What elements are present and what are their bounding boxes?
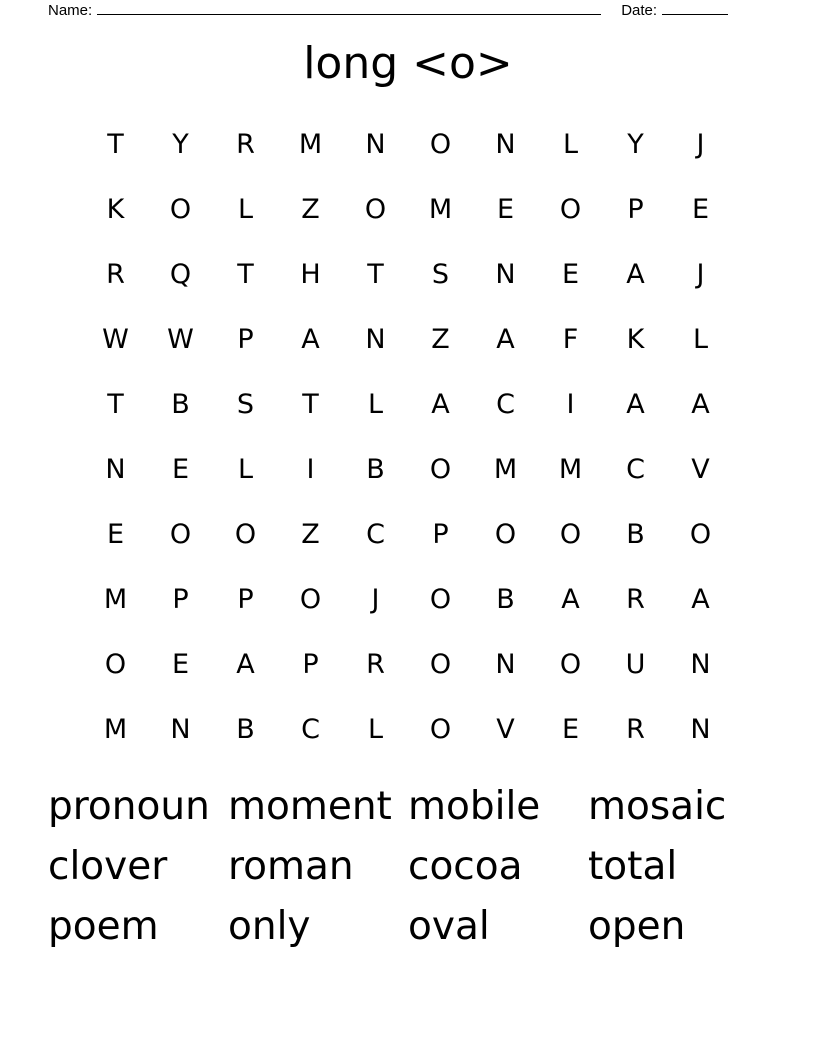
- grid-letter[interactable]: L: [367, 714, 384, 745]
- grid-letter[interactable]: L: [237, 194, 254, 225]
- word-list-item: cocoa: [408, 844, 523, 889]
- word-list-item: roman: [228, 844, 354, 889]
- grid-letter[interactable]: V: [691, 454, 710, 485]
- grid-letter[interactable]: Q: [169, 259, 192, 290]
- grid-letter[interactable]: O: [429, 454, 452, 485]
- puzzle-title: long <o>: [303, 38, 513, 89]
- grid-letter[interactable]: R: [106, 259, 125, 290]
- grid-letter[interactable]: P: [172, 584, 189, 615]
- grid-letter[interactable]: P: [237, 584, 254, 615]
- grid-letter[interactable]: O: [429, 584, 452, 615]
- grid-letter[interactable]: H: [300, 259, 321, 290]
- grid-letter[interactable]: M: [428, 194, 453, 225]
- grid-letter[interactable]: T: [302, 389, 319, 420]
- word-list-item: open: [588, 904, 686, 949]
- grid-letter[interactable]: N: [170, 714, 191, 745]
- grid-letter[interactable]: M: [298, 129, 323, 160]
- grid-letter[interactable]: L: [367, 389, 384, 420]
- grid-letter[interactable]: I: [306, 454, 315, 485]
- grid-letter[interactable]: O: [559, 519, 582, 550]
- grid-letter[interactable]: R: [366, 649, 385, 680]
- grid-letter[interactable]: C: [496, 389, 515, 420]
- grid-letter[interactable]: N: [495, 129, 516, 160]
- grid-letter[interactable]: F: [562, 324, 579, 355]
- grid-letter[interactable]: E: [171, 454, 190, 485]
- grid-letter[interactable]: B: [496, 584, 515, 615]
- letter-grid: [83, 112, 733, 762]
- grid-letter[interactable]: A: [431, 389, 450, 420]
- grid-letter[interactable]: A: [691, 584, 710, 615]
- grid-letter[interactable]: O: [429, 649, 452, 680]
- grid-letter[interactable]: A: [626, 389, 645, 420]
- word-list-item: total: [588, 844, 678, 889]
- grid-letter[interactable]: J: [696, 259, 705, 290]
- word-list-item: clover: [48, 844, 168, 889]
- grid-letter[interactable]: M: [558, 454, 583, 485]
- grid-letter[interactable]: P: [302, 649, 319, 680]
- word-list-item: mobile: [408, 784, 541, 829]
- grid-letter[interactable]: E: [691, 194, 710, 225]
- grid-letter[interactable]: O: [559, 194, 582, 225]
- grid-letter[interactable]: J: [696, 129, 705, 160]
- grid-letter[interactable]: C: [366, 519, 385, 550]
- grid-letter[interactable]: W: [102, 324, 129, 355]
- grid-letter[interactable]: N: [495, 259, 516, 290]
- grid-letter[interactable]: O: [429, 129, 452, 160]
- grid-letter[interactable]: E: [561, 714, 580, 745]
- grid-letter[interactable]: N: [365, 324, 386, 355]
- grid-letter[interactable]: U: [625, 649, 646, 680]
- word-list-item: pronoun: [48, 784, 210, 829]
- name-label: Name:: [48, 2, 93, 19]
- grid-letter[interactable]: T: [237, 259, 254, 290]
- grid-letter[interactable]: C: [301, 714, 320, 745]
- name-date-header: [48, 0, 728, 20]
- grid-letter[interactable]: Z: [301, 194, 320, 225]
- grid-letter[interactable]: M: [103, 714, 128, 745]
- grid-letter[interactable]: K: [106, 194, 125, 225]
- word-list-item: moment: [228, 784, 392, 829]
- grid-letter[interactable]: Y: [627, 129, 644, 160]
- word-list-item: only: [228, 904, 311, 949]
- grid-letter[interactable]: E: [106, 519, 125, 550]
- grid-letter[interactable]: O: [364, 194, 387, 225]
- grid-letter[interactable]: P: [237, 324, 254, 355]
- grid-letter[interactable]: R: [626, 714, 645, 745]
- grid-letter[interactable]: S: [431, 259, 450, 290]
- grid-letter[interactable]: O: [494, 519, 517, 550]
- grid-letter[interactable]: T: [367, 259, 384, 290]
- grid-letter[interactable]: O: [299, 584, 322, 615]
- grid-letter[interactable]: N: [105, 454, 126, 485]
- grid-letter[interactable]: B: [171, 389, 190, 420]
- grid-letter[interactable]: T: [107, 389, 124, 420]
- grid-letter[interactable]: O: [169, 194, 192, 225]
- grid-letter[interactable]: M: [103, 584, 128, 615]
- date-label: Date:: [621, 2, 658, 19]
- grid-letter[interactable]: Z: [301, 519, 320, 550]
- grid-letter[interactable]: V: [496, 714, 515, 745]
- grid-letter[interactable]: K: [626, 324, 645, 355]
- grid-letter[interactable]: M: [493, 454, 518, 485]
- grid-letter[interactable]: A: [301, 324, 320, 355]
- grid-letter[interactable]: A: [626, 259, 645, 290]
- grid-letter[interactable]: E: [561, 259, 580, 290]
- word-list-item: oval: [408, 904, 490, 949]
- grid-letter[interactable]: N: [690, 649, 711, 680]
- grid-letter[interactable]: O: [689, 519, 712, 550]
- grid-letter[interactable]: E: [496, 194, 515, 225]
- grid-letter[interactable]: A: [561, 584, 580, 615]
- grid-letter[interactable]: R: [626, 584, 645, 615]
- grid-letter[interactable]: O: [429, 714, 452, 745]
- grid-letter[interactable]: B: [366, 454, 385, 485]
- grid-letter[interactable]: O: [234, 519, 257, 550]
- grid-letter[interactable]: S: [236, 389, 255, 420]
- grid-letter[interactable]: Y: [172, 129, 189, 160]
- grid-letter[interactable]: P: [432, 519, 449, 550]
- word-list-item: mosaic: [588, 784, 727, 829]
- grid-letter[interactable]: N: [365, 129, 386, 160]
- grid-letter[interactable]: N: [495, 649, 516, 680]
- word-list: [48, 777, 768, 957]
- grid-letter[interactable]: C: [626, 454, 645, 485]
- name-blank-line[interactable]: [97, 0, 601, 15]
- grid-letter[interactable]: N: [690, 714, 711, 745]
- grid-letter[interactable]: A: [691, 389, 710, 420]
- grid-letter[interactable]: W: [167, 324, 194, 355]
- grid-letter[interactable]: A: [236, 649, 255, 680]
- word-list-item: poem: [48, 904, 159, 949]
- grid-letter[interactable]: B: [626, 519, 645, 550]
- grid-letter[interactable]: I: [566, 389, 575, 420]
- grid-letter[interactable]: T: [107, 129, 124, 160]
- grid-letter[interactable]: O: [559, 649, 582, 680]
- grid-letter[interactable]: E: [171, 649, 190, 680]
- grid-letter[interactable]: L: [562, 129, 579, 160]
- date-blank-line[interactable]: [662, 0, 728, 15]
- grid-letter[interactable]: A: [496, 324, 515, 355]
- grid-letter[interactable]: Z: [431, 324, 450, 355]
- grid-letter[interactable]: P: [627, 194, 644, 225]
- grid-letter[interactable]: L: [237, 454, 254, 485]
- grid-letter[interactable]: R: [236, 129, 255, 160]
- grid-letter[interactable]: L: [692, 324, 709, 355]
- grid-letter[interactable]: B: [236, 714, 255, 745]
- grid-letter[interactable]: O: [169, 519, 192, 550]
- grid-letter[interactable]: O: [104, 649, 127, 680]
- grid-letter[interactable]: J: [371, 584, 380, 615]
